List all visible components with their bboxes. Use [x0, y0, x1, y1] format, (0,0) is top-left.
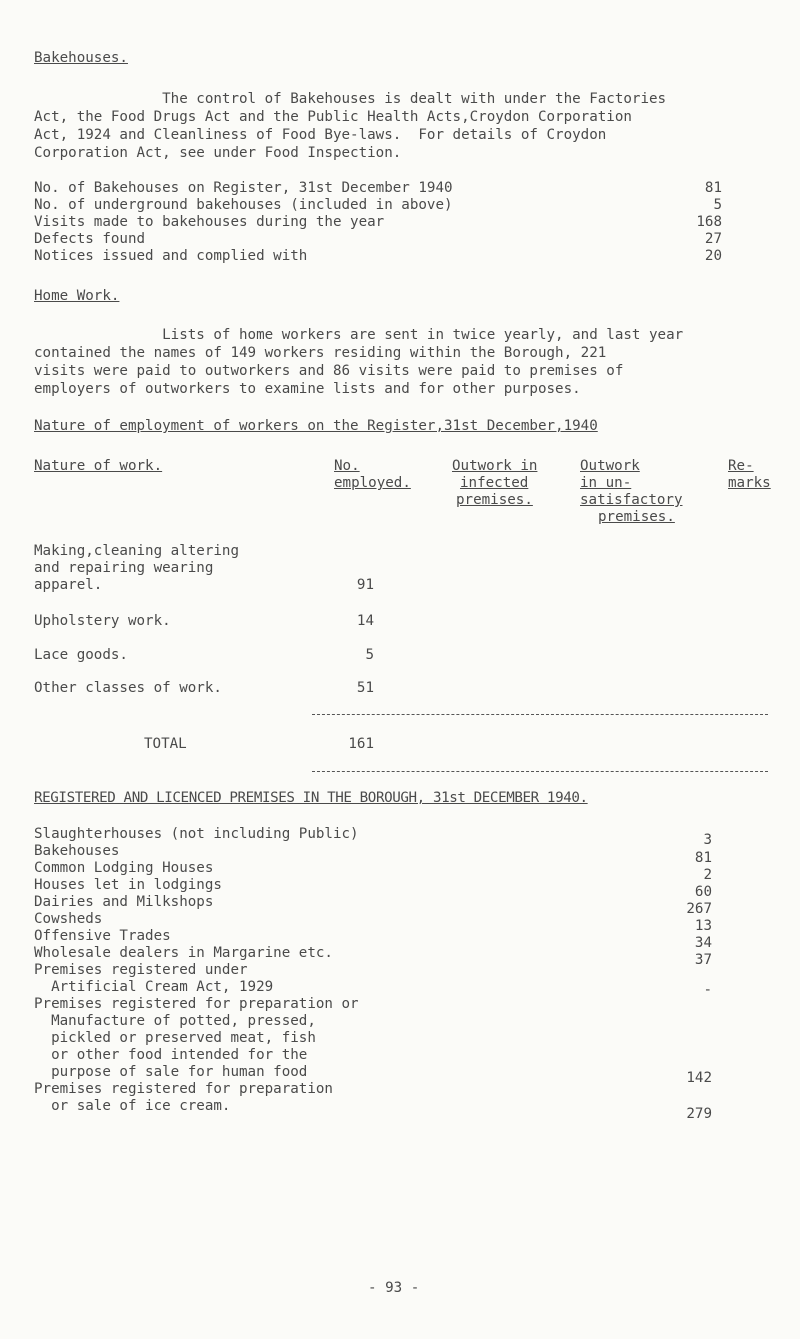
- list-item-label: Premises registered for preparation: [34, 1081, 333, 1097]
- stat-value: 20: [704, 248, 722, 264]
- table-row-label: Other classes of work.: [34, 680, 222, 696]
- column-header-nature: Nature of work.: [34, 458, 163, 474]
- list-item-value: 2: [703, 867, 712, 883]
- paragraph-line: contained the names of 149 workers residing within the Borough, 221: [34, 345, 607, 361]
- stat-label: Defects found: [34, 231, 146, 247]
- list-item-label: Premises registered under: [34, 962, 248, 978]
- paragraph-line: Corporation Act, see under Food Inspection.: [34, 145, 402, 161]
- list-item-value: 3: [703, 832, 712, 848]
- list-item-label: Manufacture of potted, pressed,: [34, 1013, 316, 1029]
- stat-label: No. of underground bakehouses (included in above): [34, 197, 453, 213]
- column-header-unsatisfactory: satisfactory: [580, 492, 683, 508]
- column-header-unsatisfactory: Outwork: [580, 458, 640, 474]
- list-item-label: Common Lodging Houses: [34, 860, 214, 876]
- stat-label: Visits made to bakehouses during the year: [34, 214, 385, 230]
- list-item-label: Bakehouses: [34, 843, 120, 859]
- page-number: - 93 -: [368, 1280, 420, 1296]
- list-item-value: 60: [694, 884, 712, 900]
- table-row-value: 14: [356, 613, 374, 629]
- list-item-label: Dairies and Milkshops: [34, 894, 214, 910]
- table-row-label: Making,cleaning altering: [34, 543, 239, 559]
- column-header-remarks: Re-: [728, 458, 754, 474]
- table-row-label: Upholstery work.: [34, 613, 171, 629]
- bakehouses-heading: Bakehouses.: [34, 50, 128, 66]
- list-item-label: Offensive Trades: [34, 928, 171, 944]
- list-item-label: Houses let in lodgings: [34, 877, 222, 893]
- paragraph-line: The control of Bakehouses is dealt with under the Factories: [34, 91, 667, 107]
- list-item-label: Artificial Cream Act, 1929: [34, 979, 274, 995]
- total-value: 161: [348, 736, 374, 752]
- stat-value: 168: [696, 214, 722, 230]
- homework-paragraph: [34, 326, 774, 398]
- column-header-remarks: marks: [728, 475, 771, 491]
- column-header-no: No.: [334, 458, 360, 474]
- paragraph-line: Act, the Food Drugs Act and the Public Health Acts,Croydon Corporation: [34, 109, 632, 125]
- table-divider-bottom: [312, 771, 768, 772]
- column-header-employed: employed.: [334, 475, 411, 491]
- table-row-label: apparel.: [34, 577, 103, 593]
- paragraph-line: Act, 1924 and Cleanliness of Food Bye-laws. For details of Croydon: [34, 127, 607, 143]
- stat-value: 81: [704, 180, 722, 196]
- list-item-value: 13: [694, 918, 712, 934]
- list-item-value: 279: [686, 1106, 712, 1122]
- list-item-label: pickled or preserved meat, fish: [34, 1030, 316, 1046]
- list-item-label: Premises registered for preparation or: [34, 996, 359, 1012]
- column-header-infected: Outwork in: [452, 458, 538, 474]
- table-divider-top: [312, 714, 768, 715]
- table-row-label: and repairing wearing: [34, 560, 214, 576]
- list-item-label: Cowsheds: [34, 911, 103, 927]
- list-item-value: 81: [694, 850, 712, 866]
- list-item-value: 34: [694, 935, 712, 951]
- paragraph-line: employers of outworkers to examine lists and for other purposes.: [34, 381, 581, 397]
- list-item-value: 142: [686, 1070, 712, 1086]
- homework-heading: Home Work.: [34, 288, 120, 304]
- registered-premises-heading: REGISTERED AND LICENCED PREMISES IN THE BOROUGH, 31st DECEMBER 1940.: [34, 790, 588, 806]
- paragraph-line: Lists of home workers are sent in twice yearly, and last year: [34, 327, 684, 343]
- table-row-label: Lace goods.: [34, 647, 128, 663]
- stat-value: 27: [704, 231, 722, 247]
- column-header-unsatisfactory: premises.: [598, 509, 675, 525]
- list-item-label: Wholesale dealers in Margarine etc.: [34, 945, 333, 961]
- list-item-label: or other food intended for the: [34, 1047, 308, 1063]
- column-header-infected: premises.: [456, 492, 533, 508]
- stat-label: Notices issued and complied with: [34, 248, 308, 264]
- total-label: TOTAL: [144, 736, 187, 752]
- stat-label: No. of Bakehouses on Register, 31st December 1940: [34, 180, 453, 196]
- table-row-value: 91: [356, 577, 374, 593]
- stat-value: 5: [713, 197, 722, 213]
- list-item-label: Slaughterhouses (not including Public): [34, 826, 359, 842]
- employment-table-title: Nature of employment of workers on the Register,31st December,1940: [34, 418, 598, 434]
- list-item-label: purpose of sale for human food: [34, 1064, 308, 1080]
- list-item-value: -: [703, 982, 712, 998]
- list-item-label: or sale of ice cream.: [34, 1098, 231, 1114]
- bakehouses-paragraph: [34, 90, 774, 162]
- column-header-infected: infected: [460, 475, 529, 491]
- list-item-value: 267: [686, 901, 712, 917]
- column-header-unsatisfactory: in un-: [580, 475, 632, 491]
- table-row-value: 5: [365, 647, 374, 663]
- list-item-value: 37: [694, 952, 712, 968]
- paragraph-line: visits were paid to outworkers and 86 visits were paid to premises of: [34, 363, 624, 379]
- table-row-value: 51: [356, 680, 374, 696]
